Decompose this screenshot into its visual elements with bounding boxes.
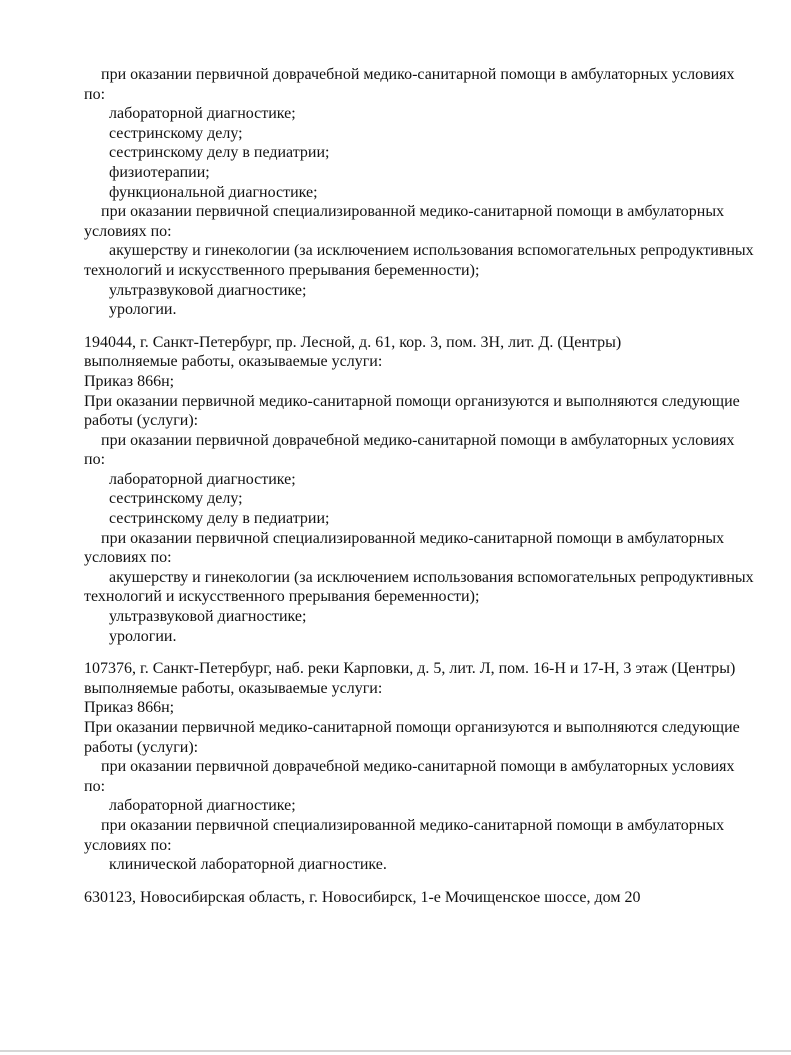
text-line: условиях по: [84,549,172,567]
license-document [84,65,754,907]
section-address-630123 [84,888,744,908]
text-line: по: [84,777,106,795]
text-line: работы (услуги): [84,412,199,430]
text-line: работы (услуги): [84,738,199,756]
text-line: при оказании первичной доврачебной медико-санитарной помощи в амбулаторных условиях [101,758,735,776]
text-line: условиях по: [84,836,172,854]
text-line: лабораторной диагностике; [109,797,296,815]
text-line: при оказании первичной специализированной медико-санитарной помощи в амбулаторных [101,816,725,834]
text-line: при оказании первичной доврачебной медико-санитарной помощи в амбулаторных условиях [101,66,735,83]
text-line: выполняемые работы, оказываемые услуги: [84,679,383,697]
text-line: при оказании первичной специализированной медико-санитарной помощи в амбулаторных [101,529,725,547]
section-address-194044 [84,333,754,647]
text-line: ультразвуковой диагностике; [109,608,307,626]
text-line: выполняемые работы, оказываемые услуги: [84,353,383,371]
text-line: сестринскому делу в педиатрии; [109,510,330,528]
section-services-continued [84,65,754,320]
text-line: сестринскому делу; [109,124,243,142]
text-line: Приказ 866н; [84,699,175,717]
text-line: при оказании первичной специализированной медико-санитарной помощи в амбулаторных [101,203,725,221]
text-line: сестринскому делу; [109,490,243,508]
bottom-divider [0,1050,791,1052]
text-line: лабораторной диагностике; [109,105,296,123]
text-line: технологий и искусственного прерывания беременности); [84,261,480,279]
text-line: физиотерапии; [109,163,210,181]
text-line: при оказании первичной доврачебной медико-санитарной помощи в амбулаторных условиях [101,431,735,449]
text-line: технологий и искусственного прерывания беременности); [84,588,480,606]
text-line: При оказании первичной медико-санитарной помощи организуются и выполняются следующие [84,392,740,410]
text-line: лабораторной диагностике; [109,470,296,488]
text-line: условиях по: [84,222,172,240]
text-line: акушерству и гинекологии (за исключением использования вспомогательных репродуктивных [109,242,754,260]
text-line: 194044, г. Санкт-Петербург, пр. Лесной, д. 61, кор. 3, пом. 3Н, лит. Д. (Центры) [84,333,622,351]
text-line: по: [84,451,106,469]
text-line: урологии. [109,627,177,645]
text-line: При оказании первичной медико-санитарной помощи организуются и выполняются следующие [84,719,740,736]
text-line: Приказ 866н; [84,372,175,390]
text-line: акушерству и гинекологии (за исключением использования вспомогательных репродуктивных [109,568,754,586]
text-line: 630123, Новосибирская область, г. Новосибирск, 1-е Мочищенское шоссе, дом 20 [84,888,641,906]
text-line: урологии. [109,301,177,319]
text-line: клинической лабораторной диагностике. [109,856,387,874]
text-line: сестринскому делу в педиатрии; [109,144,330,162]
section-address-107376 [84,659,744,875]
text-line: 107376, г. Санкт-Петербург, наб. реки Карповки, д. 5, лит. Л, пом. 16-Н и 17-Н, 3 этаж (Центры) [84,660,736,678]
text-line: функциональной диагностике; [109,183,318,201]
text-line: по: [84,85,106,103]
text-line: ультразвуковой диагностике; [109,281,307,299]
